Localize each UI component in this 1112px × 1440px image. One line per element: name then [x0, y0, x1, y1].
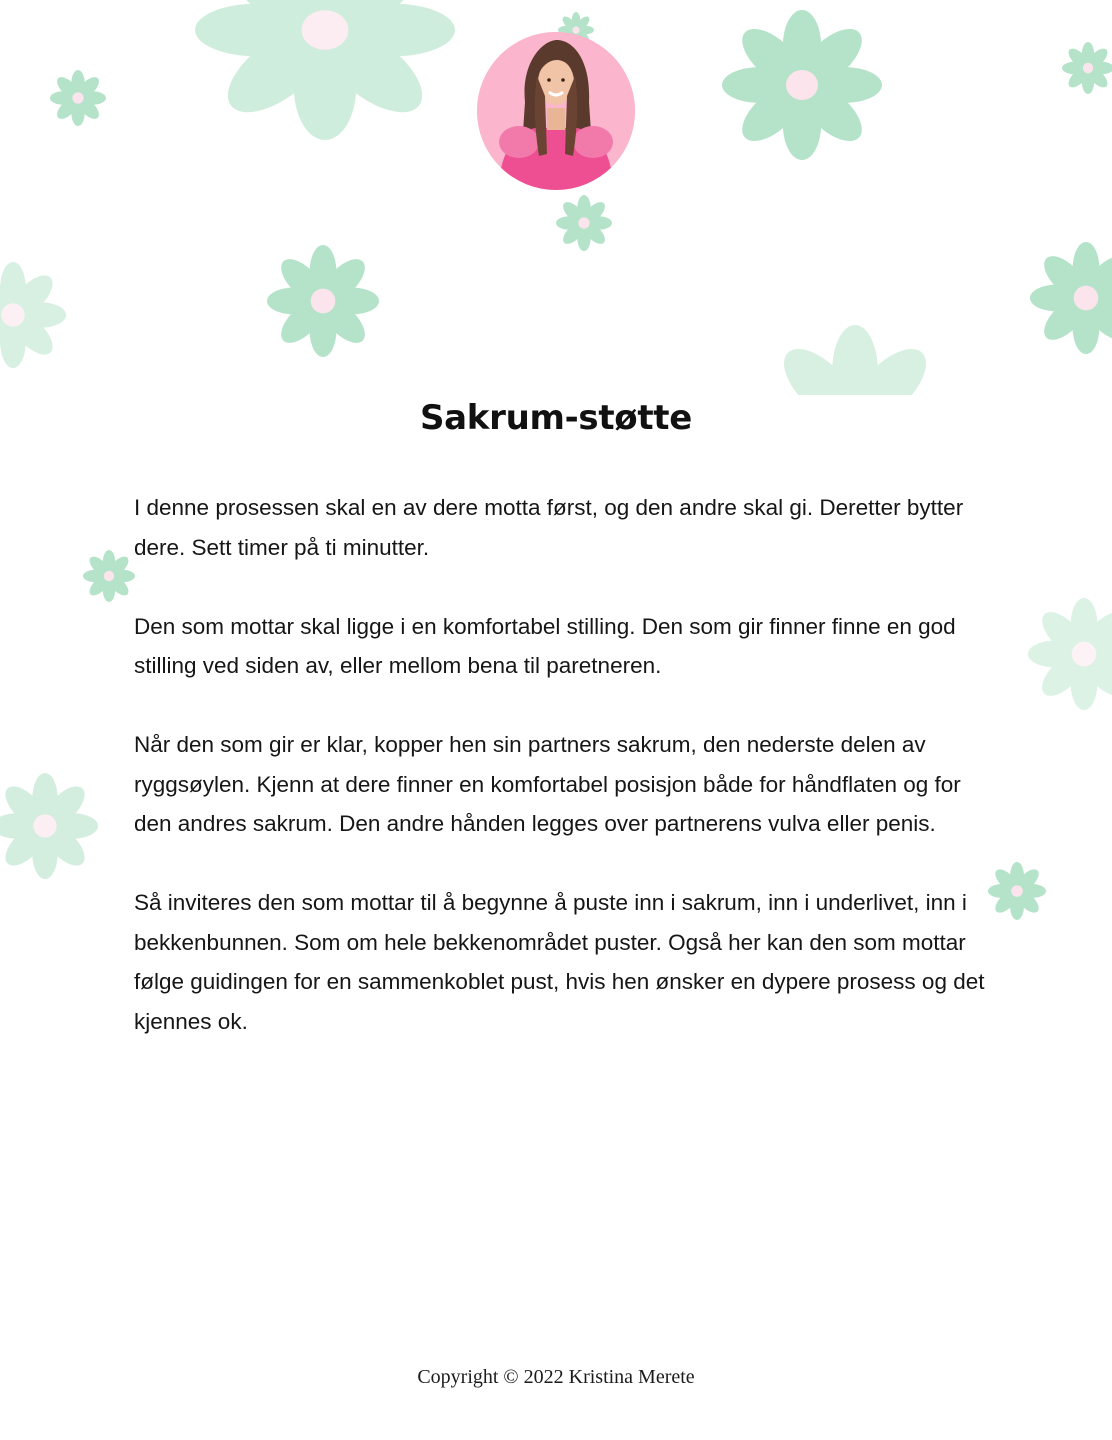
page-title: Sakrum-støtte — [419, 398, 693, 438]
flower-icon — [988, 862, 1046, 920]
flower-icon — [50, 70, 106, 126]
paragraph: Den som mottar skal ligge i en komfortabel stilling. Den som gir finner finne en god stilling ved siden av, eller mellom bena til paretneren. — [134, 613, 956, 678]
flower-icon — [0, 770, 98, 882]
paragraph: I denne prosessen skal en av dere motta først, og den andre skal gi. Deretter bytter dere. Sett timer på ti minutter. — [134, 495, 964, 560]
flower-icon — [555, 195, 613, 251]
flower-icon — [760, 325, 950, 395]
flower-icon — [0, 262, 66, 368]
copyright-footer: Copyright © 2022 Kristina Merete — [417, 1366, 695, 1388]
body-text — [134, 488, 994, 1081]
flower-icon — [1028, 598, 1112, 710]
flower-icon — [1030, 242, 1112, 354]
flower-icon — [722, 10, 882, 160]
paragraph: Så inviteres den som mottar til å begynne å puste inn i sakrum, inn i underlivet, inn i bekkenbunnen. Som om hele bekkenområdet puster. Også her kan den som mottar følge guidingen for en sammenkoblet pust, hvis hen ønsker en dypere prosess og det kjennes ok. — [134, 890, 985, 1034]
flower-icon — [195, 0, 455, 140]
avatar — [477, 32, 635, 190]
flower-icon — [83, 547, 135, 605]
paragraph: Når den som gir er klar, kopper hen sin partners sakrum, den nederste delen av ryggsøylen. Kjenn at dere finner en komfortabel posisjon både for håndflaten og for den andres sakrum. Den andre hånden legges over partnerens vulva eller penis. — [134, 732, 961, 836]
flower-icon — [1062, 40, 1112, 96]
flower-icon — [267, 245, 379, 357]
